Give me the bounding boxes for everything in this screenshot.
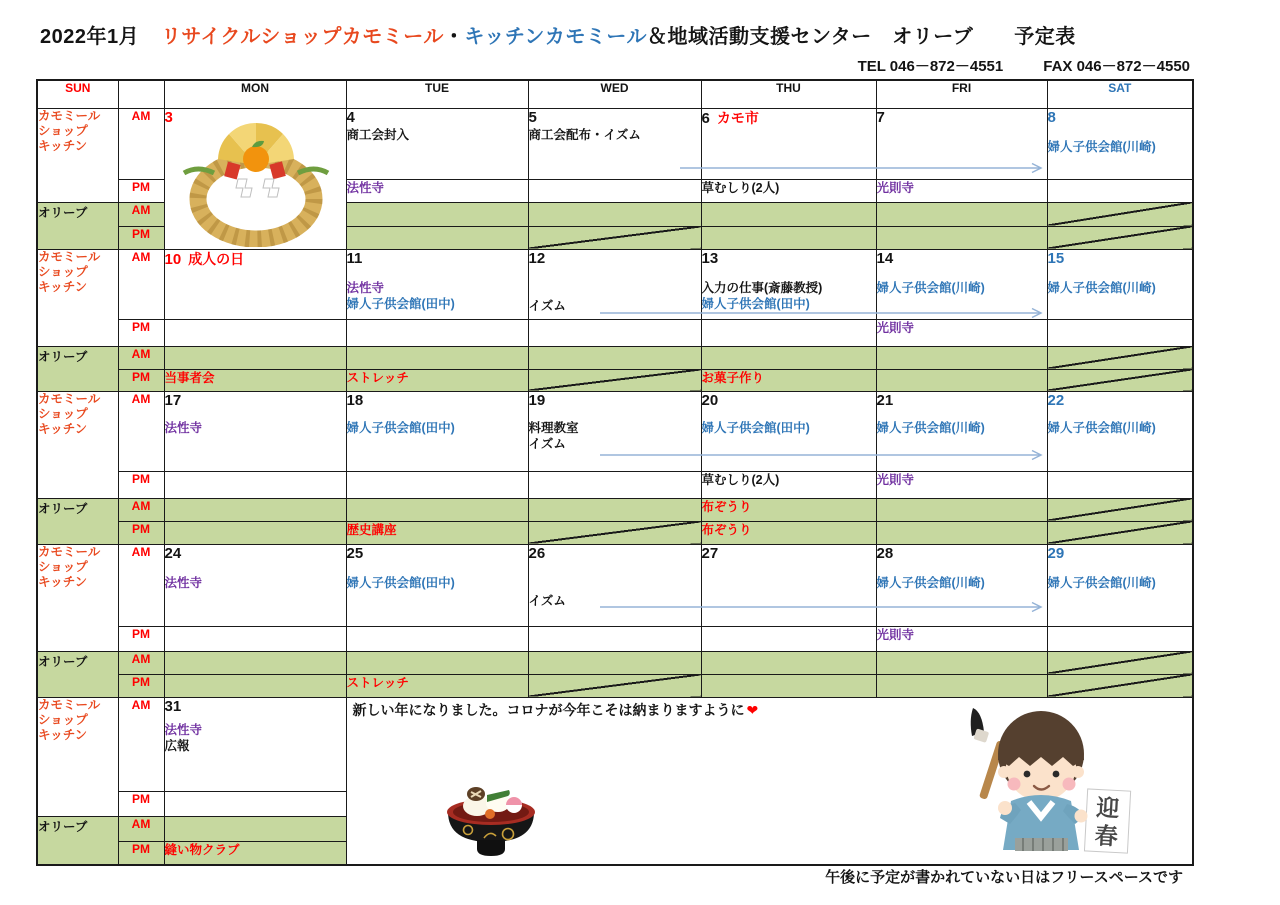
day-number: 5 xyxy=(528,108,537,126)
column-header-mon: MON xyxy=(164,80,346,108)
cell-week4-mon-oam xyxy=(164,651,346,674)
event-entry: 婦人子供会館(川崎) xyxy=(1047,139,1156,154)
cell-week3-tue-pm xyxy=(346,471,528,498)
cell-week2-sat-opm xyxy=(1047,369,1193,391)
cell-week2-mon-oam xyxy=(164,346,346,369)
group-label-line: ショップ xyxy=(38,406,88,421)
zoni-bowl-illustration xyxy=(432,778,550,864)
cell-week3-wed-opm xyxy=(528,521,701,544)
cell-week4-tue-oam xyxy=(346,651,528,674)
cell-week1-fri-pm xyxy=(876,179,1047,202)
time-label-pm: PM xyxy=(118,369,164,391)
time-label-pm: PM xyxy=(118,226,164,249)
cell-week2-fri-am xyxy=(876,249,1047,319)
cell-week4-fri-pm xyxy=(876,626,1047,651)
greeting-card-char: 迎 xyxy=(1095,793,1120,822)
event-entry: 婦人子供会館(川崎) xyxy=(876,280,985,295)
cell-week1-fri-oam xyxy=(876,202,1047,226)
event-entry: 歴史講座 xyxy=(346,522,397,537)
event-entry: お菓子作り xyxy=(701,370,765,385)
time-label-am: AM xyxy=(118,346,164,369)
cell-week2-mon-am xyxy=(164,249,346,319)
day-number: 29 xyxy=(1047,544,1065,562)
event-entry: 料理教室 xyxy=(528,420,579,435)
group-label-line: オリーブ xyxy=(38,349,88,364)
cell-week4-thu-am xyxy=(701,544,876,626)
event-entry: 法性寺 xyxy=(346,180,385,195)
day-number: 14 xyxy=(876,249,894,267)
event-entry: 婦人子供会館(田中) xyxy=(701,296,810,311)
day-number: 8 xyxy=(1047,108,1056,126)
cell-week3-fri-opm xyxy=(876,521,1047,544)
event-entry: 商工会封入 xyxy=(346,127,410,142)
row-group-label-kamomile xyxy=(37,544,118,651)
title-suffix: ＆地域活動支援センター オリーブ 予定表 xyxy=(647,26,1076,48)
cell-week3-sat-oam xyxy=(1047,498,1193,521)
cell-week1-mon-am xyxy=(164,108,346,249)
group-label-line: ショップ xyxy=(38,123,88,138)
cell-week3-thu-am xyxy=(701,391,876,471)
day-number: 31 xyxy=(164,697,182,715)
event-entry: ストレッチ xyxy=(346,370,409,385)
cell-week4-wed-am xyxy=(528,544,701,626)
row-group-label-kamomile xyxy=(37,108,118,202)
cell-week3-mon-oam xyxy=(164,498,346,521)
event-entry: 婦人子供会館(田中) xyxy=(346,296,455,311)
cell-week1-thu-am xyxy=(701,108,876,179)
cell-week4-mon-am xyxy=(164,544,346,626)
cell-week3-sat-am xyxy=(1047,391,1193,471)
cell-week1-tue-am xyxy=(346,108,528,179)
cell-week2-wed-pm xyxy=(528,319,701,346)
row-group-label-kamomile xyxy=(37,697,118,816)
cell-week2-thu-pm xyxy=(701,319,876,346)
cell-week1-thu-pm xyxy=(701,179,876,202)
cell-week1-tue-opm xyxy=(346,226,528,249)
cell-week2-thu-oam xyxy=(701,346,876,369)
cell-week1-thu-opm xyxy=(701,226,876,249)
time-label-pm: PM xyxy=(118,674,164,697)
group-label-line: キッチン xyxy=(38,727,88,742)
cell-week3-fri-oam xyxy=(876,498,1047,521)
event-entry: 商工会配布・イズム xyxy=(528,127,641,142)
cell-week3-tue-opm xyxy=(346,521,528,544)
event-entry: 婦人子供会館(田中) xyxy=(701,420,810,435)
day-heading-event: カモ市 xyxy=(716,109,759,126)
cell-week3-wed-oam xyxy=(528,498,701,521)
time-label-pm: PM xyxy=(118,521,164,544)
time-label-am: AM xyxy=(118,202,164,226)
event-entry: 光則寺 xyxy=(876,472,915,487)
ampm-column-header xyxy=(118,80,164,108)
cell-week2-tue-am xyxy=(346,249,528,319)
time-label-am: AM xyxy=(118,108,164,179)
cell-week4-sat-pm xyxy=(1047,626,1193,651)
day-heading-event: 成人の日 xyxy=(188,250,245,267)
column-header-thu: THU xyxy=(701,80,876,108)
title-separator: ・ xyxy=(443,26,465,48)
cell-week3-fri-pm xyxy=(876,471,1047,498)
event-entry: 草むしり(2人) xyxy=(701,472,780,487)
cell-week1-tue-pm xyxy=(346,179,528,202)
day-number: 26 xyxy=(528,544,546,562)
cell-week5-mon-am xyxy=(164,697,346,791)
time-label-pm: PM xyxy=(118,319,164,346)
cell-week4-tue-opm xyxy=(346,674,528,697)
event-entry: 法性寺 xyxy=(164,575,203,590)
day-number: 22 xyxy=(1047,391,1065,409)
cell-week2-fri-opm xyxy=(876,369,1047,391)
day-number: 18 xyxy=(346,391,364,409)
tel-number: TEL 046－872－4551 xyxy=(857,58,1004,75)
event-entry: 布ぞうり xyxy=(701,499,752,514)
day-number: 19 xyxy=(528,391,546,409)
cell-week4-thu-oam xyxy=(701,651,876,674)
row-group-label-kamomile xyxy=(37,391,118,498)
cell-week2-wed-am xyxy=(528,249,701,319)
event-entry: 婦人子供会館(川崎) xyxy=(1047,420,1156,435)
new-year-wreath-illustration xyxy=(170,121,340,247)
event-entry: イズム xyxy=(528,436,566,451)
cell-week1-wed-am xyxy=(528,108,701,179)
cell-week2-mon-opm xyxy=(164,369,346,391)
cell-week4-mon-pm xyxy=(164,626,346,651)
event-entry: 婦人子供会館(川崎) xyxy=(1047,280,1156,295)
day-number: 17 xyxy=(164,391,182,409)
new-year-message-text: 新しい年になりました。コロナが今年こそは納まりますように xyxy=(352,701,745,718)
cell-week3-thu-pm xyxy=(701,471,876,498)
day-number: 15 xyxy=(1047,249,1065,267)
event-entry: 法性寺 xyxy=(164,722,203,737)
title-shop-name: リサイクルショップカモミール xyxy=(161,26,444,48)
cell-week4-fri-am xyxy=(876,544,1047,626)
cell-week1-sat-oam xyxy=(1047,202,1193,226)
event-entry: 光則寺 xyxy=(876,627,915,642)
time-label-am: AM xyxy=(118,391,164,471)
group-label-line: ショップ xyxy=(38,559,88,574)
row-group-label-olive xyxy=(37,346,118,391)
row-group-label-olive xyxy=(37,651,118,697)
cell-week2-tue-oam xyxy=(346,346,528,369)
cell-week4-tue-am xyxy=(346,544,528,626)
cell-week3-thu-oam xyxy=(701,498,876,521)
event-entry: 入力の仕事(斎藤教授) xyxy=(701,280,823,295)
group-label-line: オリーブ xyxy=(38,205,88,220)
time-label-am: AM xyxy=(118,816,164,841)
page-title xyxy=(40,20,1076,49)
group-label-line: キッチン xyxy=(38,279,88,294)
group-label-line: オリーブ xyxy=(38,501,88,516)
event-entry: 布ぞうり xyxy=(701,522,752,537)
day-number: 6 xyxy=(701,109,710,127)
calligraphy-boy xyxy=(945,704,1135,856)
time-label-pm: PM xyxy=(118,179,164,202)
cell-week4-fri-oam xyxy=(876,651,1047,674)
row-group-label-olive xyxy=(37,498,118,544)
cell-week1-wed-opm xyxy=(528,226,701,249)
cell-week4-sat-am xyxy=(1047,544,1193,626)
cell-week4-wed-oam xyxy=(528,651,701,674)
column-header-tue: TUE xyxy=(346,80,528,108)
heart-icon: ❤ xyxy=(746,701,759,718)
day-number: 20 xyxy=(701,391,719,409)
cell-week2-thu-opm xyxy=(701,369,876,391)
cell-week3-wed-pm xyxy=(528,471,701,498)
column-header-wed: WED xyxy=(528,80,701,108)
time-label-pm: PM xyxy=(118,471,164,498)
event-entry: 婦人子供会館(川崎) xyxy=(876,575,985,590)
day-number: 21 xyxy=(876,391,894,409)
cell-week5-tue-am xyxy=(346,697,1193,865)
cell-week1-fri-opm xyxy=(876,226,1047,249)
column-header-sat: SAT xyxy=(1047,80,1193,108)
day-number: 25 xyxy=(346,544,364,562)
cell-week4-fri-opm xyxy=(876,674,1047,697)
zoni-bowl xyxy=(432,778,550,864)
cell-week4-sat-oam xyxy=(1047,651,1193,674)
time-label-pm: PM xyxy=(118,626,164,651)
event-entry: 縫い物クラブ xyxy=(164,842,240,857)
cell-week1-sat-pm xyxy=(1047,179,1193,202)
cell-week3-mon-opm xyxy=(164,521,346,544)
day-number: 10 xyxy=(164,250,182,268)
group-label-line: キッチン xyxy=(38,138,88,153)
event-entry: 草むしり(2人) xyxy=(701,180,780,195)
contact-info xyxy=(858,55,1190,76)
cell-week2-sat-pm xyxy=(1047,319,1193,346)
event-entry: ストレッチ xyxy=(346,675,409,690)
group-label-line: オリーブ xyxy=(38,819,88,834)
cell-week2-wed-oam xyxy=(528,346,701,369)
cell-week1-wed-pm xyxy=(528,179,701,202)
event-entry: 法性寺 xyxy=(164,420,203,435)
group-label-line: オリーブ xyxy=(38,654,88,669)
day-number: 4 xyxy=(346,108,355,126)
group-label-line: カモミール xyxy=(38,391,101,406)
title-kitchen-name: キッチンカモミール xyxy=(464,26,648,48)
cell-week4-thu-opm xyxy=(701,674,876,697)
cell-week1-tue-oam xyxy=(346,202,528,226)
time-label-am: AM xyxy=(118,697,164,791)
cell-week3-wed-am xyxy=(528,391,701,471)
cell-week1-wed-oam xyxy=(528,202,701,226)
column-header-fri: FRI xyxy=(876,80,1047,108)
cell-week2-thu-am xyxy=(701,249,876,319)
event-entry: 婦人子供会館(川崎) xyxy=(1047,575,1156,590)
cell-week3-tue-am xyxy=(346,391,528,471)
event-entry: 婦人子供会館(川崎) xyxy=(876,420,985,435)
row-group-label-olive xyxy=(37,816,118,865)
day-number: 24 xyxy=(164,544,182,562)
row-group-label-kamomile xyxy=(37,249,118,346)
event-entry: 光則寺 xyxy=(876,180,915,195)
day-number: 3 xyxy=(164,108,173,126)
cell-week3-tue-oam xyxy=(346,498,528,521)
group-label-line: ショップ xyxy=(38,712,88,727)
group-label-line: ショップ xyxy=(38,264,88,279)
cell-week3-sat-opm xyxy=(1047,521,1193,544)
cell-week4-wed-pm xyxy=(528,626,701,651)
cell-week2-sat-am xyxy=(1047,249,1193,319)
cell-week3-fri-am xyxy=(876,391,1047,471)
event-entry: 当事者会 xyxy=(164,370,215,385)
row-group-label-olive xyxy=(37,202,118,249)
event-entry: 婦人子供会館(田中) xyxy=(346,420,455,435)
greeting-card-char: 春 xyxy=(1093,821,1118,850)
cell-week4-sat-opm xyxy=(1047,674,1193,697)
cell-week4-wed-opm xyxy=(528,674,701,697)
time-label-am: AM xyxy=(118,498,164,521)
cell-week2-fri-oam xyxy=(876,346,1047,369)
cell-week1-thu-oam xyxy=(701,202,876,226)
cell-week2-mon-pm xyxy=(164,319,346,346)
cell-week3-sat-pm xyxy=(1047,471,1193,498)
event-entry: イズム xyxy=(528,593,566,608)
cell-week4-thu-pm xyxy=(701,626,876,651)
time-label-am: AM xyxy=(118,651,164,674)
cell-week4-mon-opm xyxy=(164,674,346,697)
cell-week1-sat-am xyxy=(1047,108,1193,179)
time-label-am: AM xyxy=(118,249,164,319)
event-entry: 法性寺 xyxy=(346,280,385,295)
fax-number: FAX 046－872－4550 xyxy=(1043,58,1190,75)
day-number: 12 xyxy=(528,249,546,267)
day-number: 13 xyxy=(701,249,719,267)
group-label-line: カモミール xyxy=(38,108,101,123)
cell-week4-tue-pm xyxy=(346,626,528,651)
group-label-line: カモミール xyxy=(38,697,101,712)
event-entry: 光則寺 xyxy=(876,320,915,335)
day-number: 28 xyxy=(876,544,894,562)
cell-week5-mon-opm xyxy=(164,841,346,865)
day-number: 11 xyxy=(346,249,363,267)
time-label-am: AM xyxy=(118,544,164,626)
cell-week5-mon-oam xyxy=(164,816,346,841)
event-entry: 広報 xyxy=(164,738,190,753)
cell-week3-mon-pm xyxy=(164,471,346,498)
cell-week3-mon-am xyxy=(164,391,346,471)
schedule-grid xyxy=(36,79,1194,866)
group-label-line: カモミール xyxy=(38,249,101,264)
cell-week2-tue-pm xyxy=(346,319,528,346)
cell-week2-fri-pm xyxy=(876,319,1047,346)
cell-week1-sat-opm xyxy=(1047,226,1193,249)
cell-week2-wed-opm xyxy=(528,369,701,391)
event-entry: イズム xyxy=(528,298,566,313)
cell-week2-tue-opm xyxy=(346,369,528,391)
group-label-line: キッチン xyxy=(38,421,88,436)
group-label-line: カモミール xyxy=(38,544,101,559)
cell-week5-mon-pm xyxy=(164,791,346,816)
cell-week2-sat-oam xyxy=(1047,346,1193,369)
column-header-sun: SUN xyxy=(37,80,118,108)
new-year-wreath xyxy=(170,121,340,247)
cell-week3-thu-opm xyxy=(701,521,876,544)
calligraphy-boy-illustration xyxy=(945,704,1135,856)
event-entry: 婦人子供会館(田中) xyxy=(346,575,455,590)
title-month: 2022年1月 xyxy=(40,26,140,48)
cell-week1-fri-am xyxy=(876,108,1047,179)
group-label-line: キッチン xyxy=(38,574,88,589)
time-label-pm: PM xyxy=(118,841,164,865)
footer-note: 午後に予定が書かれていない日はフリースペースです xyxy=(825,869,1183,886)
time-label-pm: PM xyxy=(118,791,164,816)
day-number: 7 xyxy=(876,108,885,126)
day-number: 27 xyxy=(701,544,719,562)
schedule-table xyxy=(36,79,1194,866)
